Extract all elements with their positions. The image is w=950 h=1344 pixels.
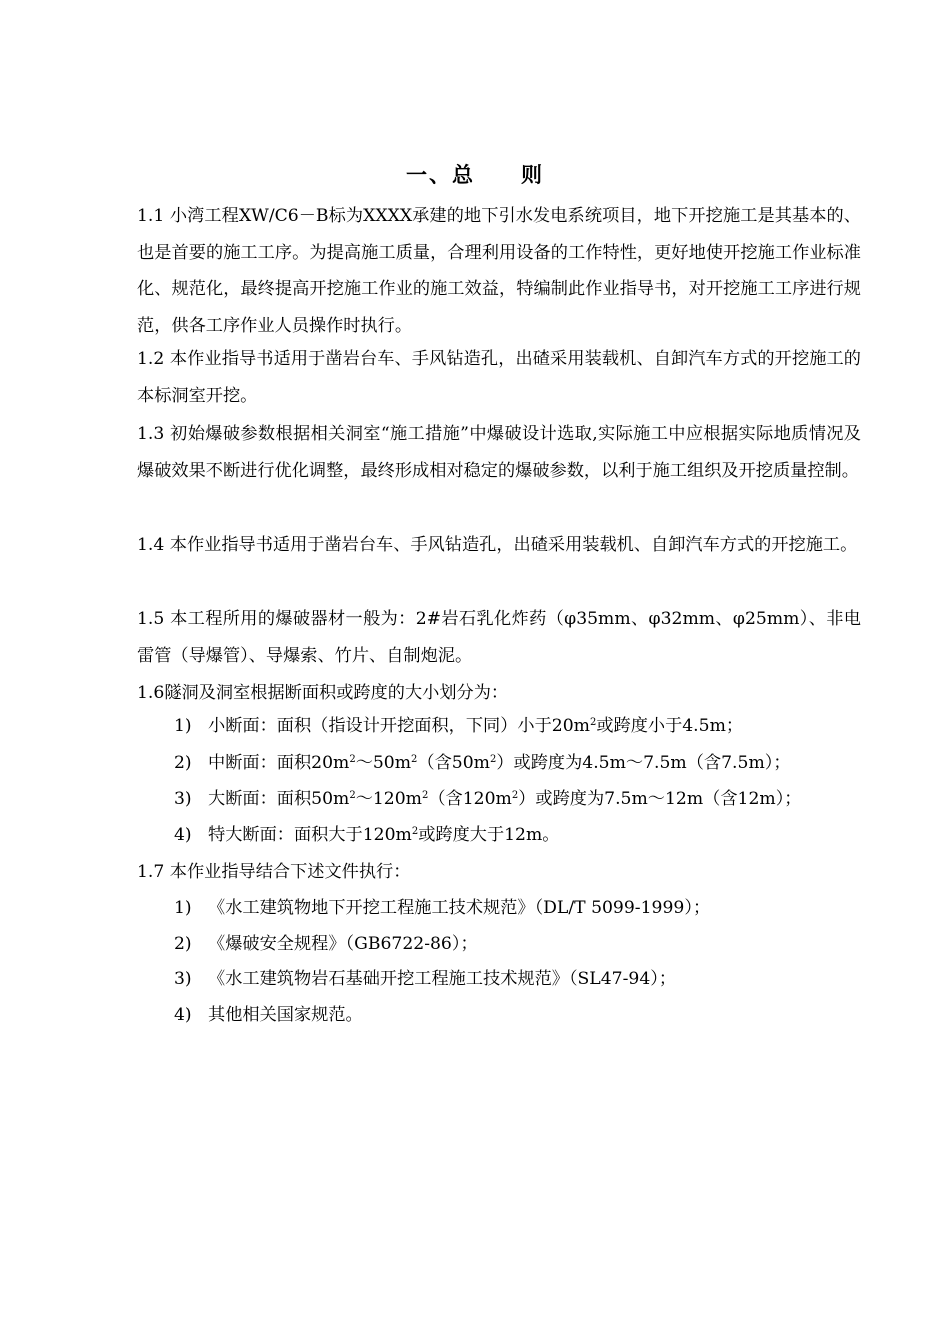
list-number: 4) [174, 1005, 192, 1025]
size-class-item: 2) 中断面：面积$20m^2\sim 50m^2$（含$50m^2$）或跨度为4.5m～7.5m（含7.5m）； [174, 753, 791, 773]
section-1-6: 1.6隧洞及洞室根据断面积或跨度的大小划分为： [137, 683, 509, 703]
size-class-label: 小断面： [208, 716, 277, 736]
reference-item [174, 1003, 864, 1027]
section-1-3: 1.3 初始爆破参数根据相关洞室“施工措施”中爆破设计选取,实际施工中应根据实际地质情况及爆破效果不断进行优化调整，最终形成相对稳定的爆破参数，以利于施工组织及开挖质量控制。 [137, 424, 861, 481]
size-class-label: 大断面： [208, 789, 277, 809]
list-number: 3) [174, 789, 192, 809]
section-1-2: 1.2 本作业指导书适用于凿岩台车、手风钻造孔，出碴采用装载机、自卸汽车方式的开挖施工的本标洞室开挖。 [137, 349, 861, 406]
reference-text: 《爆破安全规程》（GB6722-86）； [208, 934, 478, 954]
size-class-item: 4) 特大断面：面积大于$120m^2$或跨度大于12m。 [174, 825, 560, 845]
list-number: 2) [174, 934, 192, 954]
list-number: 4) [174, 825, 192, 845]
size-class-label: 中断面： [208, 753, 277, 773]
reference-item [174, 932, 864, 956]
reference-text: 《水工建筑物地下开挖工程施工技术规范》（DL/T 5099-1999）； [208, 898, 711, 918]
list-number: 2) [174, 753, 192, 773]
section-1-4: 1.4 本作业指导书适用于凿岩台车、手风钻造孔，出碴采用装载机、自卸汽车方式的开挖施工。 [137, 535, 858, 555]
reference-text: 《水工建筑物岩石基础开挖工程施工技术规范》（SL47-94）； [208, 969, 677, 989]
section-1-7: 1.7 本作业指导结合下述文件执行： [137, 862, 411, 882]
list-number: 1) [174, 898, 192, 918]
list-number: 1) [174, 716, 192, 736]
size-class-item: 3) 大断面：面积$50m^2\sim 120m^2$（含$120m^2$）或跨度为7.5m～12m（含12m）； [174, 789, 802, 809]
size-class-label: 特大断面： [208, 825, 294, 845]
size-class-item: 1) 小断面：面积（指设计开挖面积，下同）小于$20m^2$或跨度小于4.5m； [174, 716, 744, 736]
reference-item [174, 896, 864, 920]
reference-item [174, 967, 864, 991]
list-number: 3) [174, 969, 192, 989]
section-1-1: 1.1 小湾工程XW/C6－B标为XXXX承建的地下引水发电系统项目，地下开挖施工是其基本的、也是首要的施工工序。为提高施工质量，合理利用设备的工作特性，更好地使开挖施工作业标准化、规范化，最终提高开挖施工作业的施工效益，特编制此作业指导书，对开挖施工工序进行规范，供各工序作业人员操作时执行。 [137, 206, 861, 336]
page-title: 一、总 则 [406, 162, 544, 187]
section-1-5: 1.5 本工程所用的爆破器材一般为：2#岩石乳化炸药（φ35mm、φ32mm、φ25mm）、非电雷管（导爆管）、导爆索、竹片、自制炮泥。 [137, 609, 861, 666]
reference-text: 其他相关国家规范。 [208, 1005, 363, 1025]
